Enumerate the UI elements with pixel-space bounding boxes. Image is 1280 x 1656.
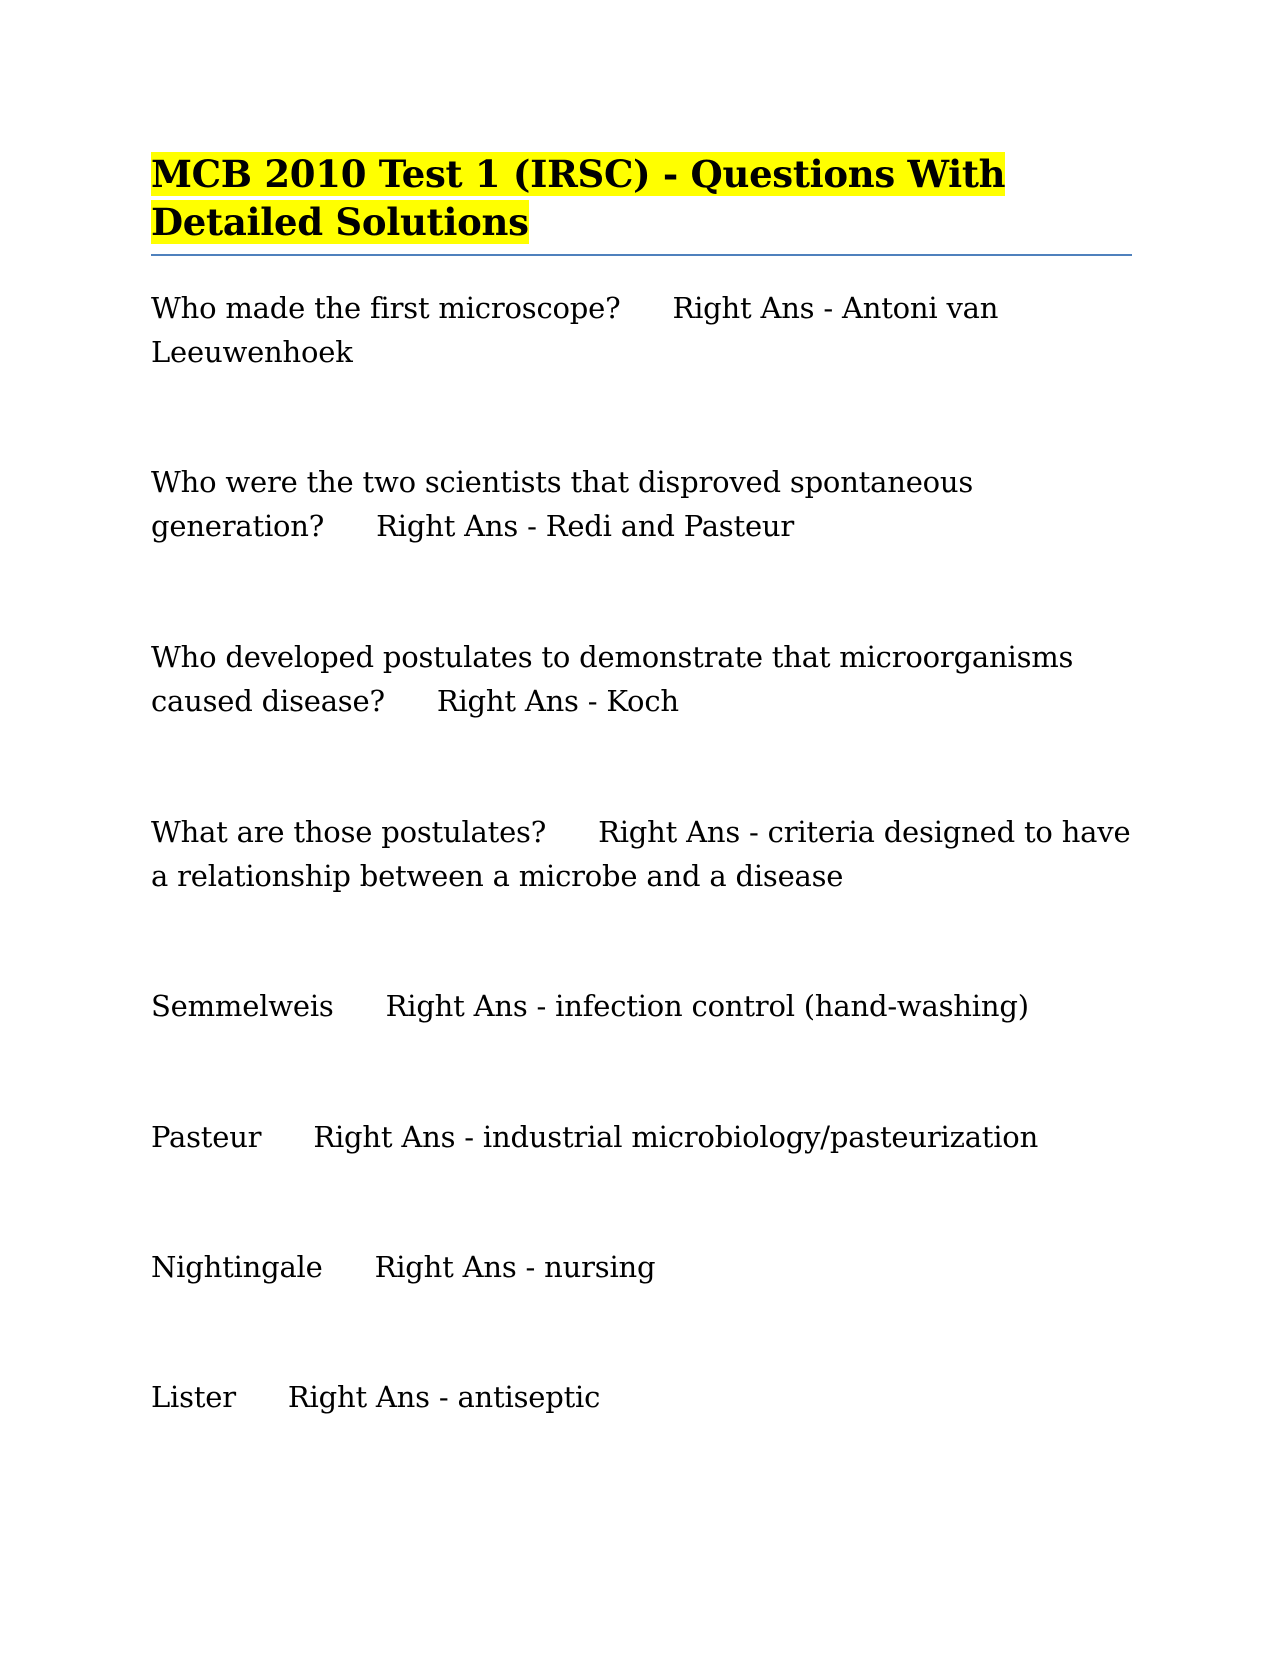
answer-text: Right Ans - infection control (hand-washing) bbox=[385, 989, 1029, 1023]
answer-text: Right Ans - antiseptic bbox=[287, 1380, 601, 1414]
qa-item bbox=[151, 1375, 1131, 1419]
qa-item bbox=[151, 984, 1131, 1028]
title-underline-rule bbox=[151, 254, 1132, 256]
question-text: Who were the two scientists that disproved spontaneous generation? bbox=[151, 465, 974, 543]
question-text: Who developed postulates to demonstrate that microorganisms caused disease? bbox=[151, 640, 1074, 718]
answer-text: Right Ans - industrial microbiology/pasteurization bbox=[313, 1120, 1039, 1154]
title-block bbox=[151, 150, 1131, 246]
highlighted-title-text: MCB 2010 Test 1 (IRSC) - Questions With Detailed Solutions bbox=[151, 152, 1006, 244]
qa-item bbox=[151, 1115, 1131, 1159]
question-text: Nightingale bbox=[151, 1250, 323, 1284]
qa-item bbox=[151, 635, 1131, 723]
answer-text: Right Ans - Redi and Pasteur bbox=[376, 509, 795, 543]
qa-item bbox=[151, 286, 1131, 374]
answer-text: Right Ans - criteria designed to have a relationship between a microbe and a disease bbox=[151, 815, 1131, 893]
qa-item bbox=[151, 460, 1131, 548]
qa-item bbox=[151, 810, 1131, 898]
document-title bbox=[151, 150, 1131, 246]
question-text: Pasteur bbox=[151, 1120, 262, 1154]
answer-text: Right Ans - Antoni van Leeuwenhoek bbox=[151, 291, 999, 369]
answer-text: Right Ans - nursing bbox=[374, 1250, 656, 1284]
question-text: What are those postulates? bbox=[151, 815, 547, 849]
question-text: Lister bbox=[151, 1380, 236, 1414]
qa-item bbox=[151, 1245, 1131, 1289]
question-text: Who made the first microscope? bbox=[151, 291, 621, 325]
question-text: Semmelweis bbox=[151, 989, 334, 1023]
answer-text: Right Ans - Koch bbox=[436, 684, 679, 718]
